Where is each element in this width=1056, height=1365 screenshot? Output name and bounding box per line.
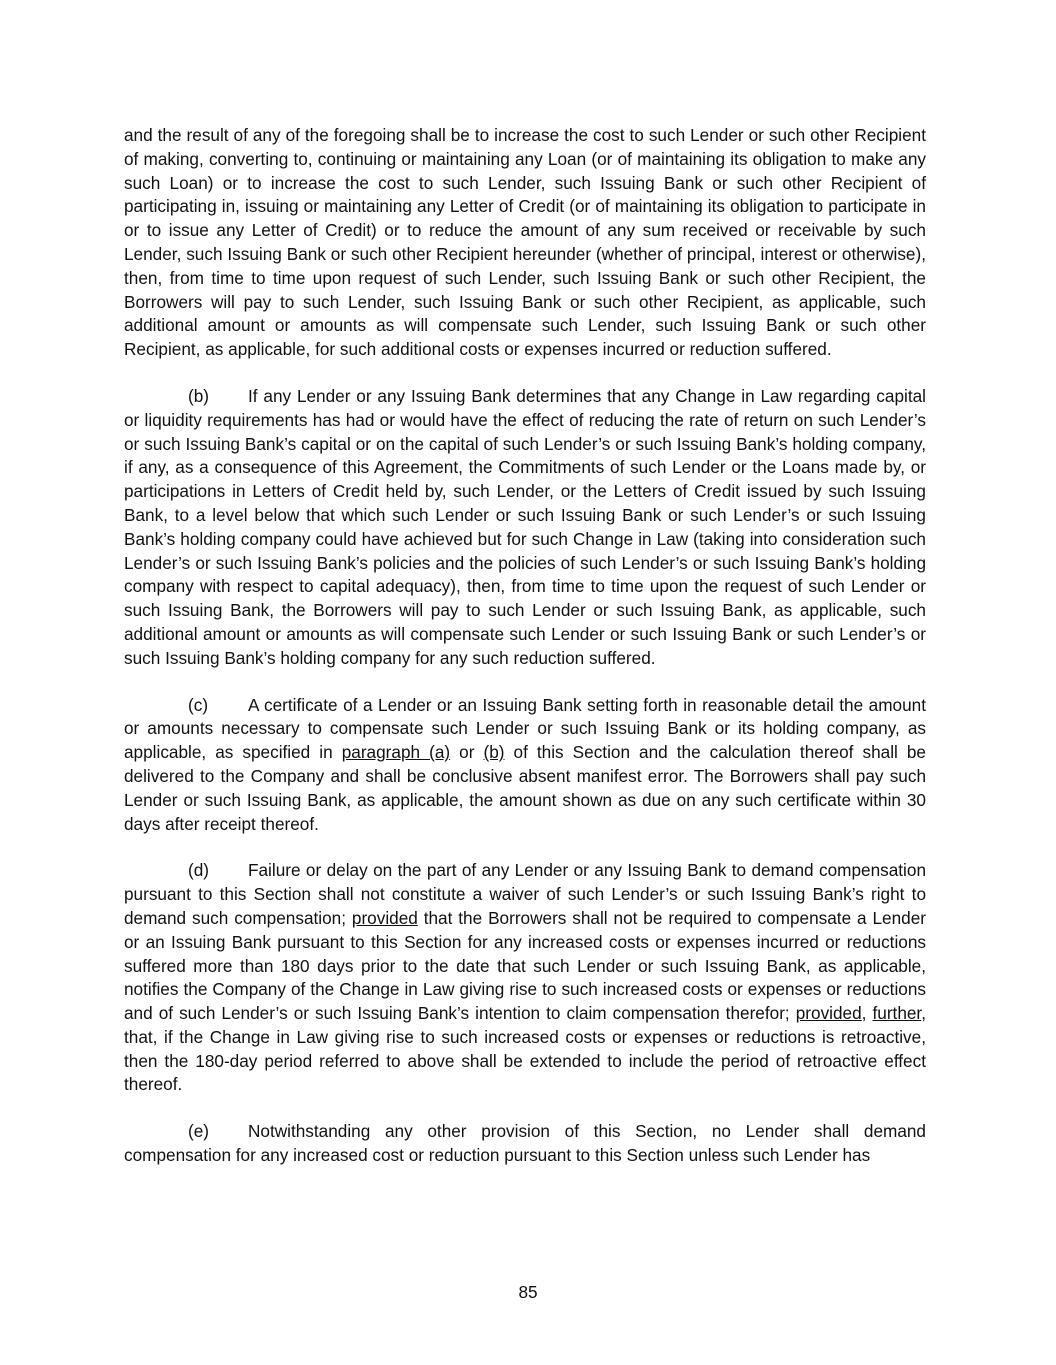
page-number: 85	[518, 1282, 538, 1302]
paragraph-b-label: (b)	[188, 385, 210, 406]
paragraph-intro-text: and the result of any of the foregoing shall be to increase the cost to such Lender or such other Recipient of making, converting to, continuing or maintaining any Loan (or of maintaining its obligation to make any such Loan) or to increase the cost to such Lender, such Issuing Bank or such other Recipient of participating in, issuing or maintaining any Letter of Credit (or of maintaining its obligation to participate in or to issue any Letter of Credit) or to reduce the amount of any sum received or receivable by such Lender, such Issuing Bank or such other Recipient hereunder (whether of principal, interest or otherwise), then, from time to time upon request of such Lender, such Issuing Bank or such other Recipient, the Borrowers will pay to such Lender, such Issuing Bank or such other Recipient, as applicable, such additional amount or amounts as will compensate such Lender, such Issuing Bank or such other Recipient, as applicable, for such additional costs or expenses incurred or reduction suffered.	[124, 125, 926, 360]
paragraph-e	[124, 1120, 926, 1168]
paragraph-intro	[124, 124, 926, 362]
paragraph-d-text-3: ,	[861, 1003, 873, 1024]
provided-term: provided	[351, 907, 418, 928]
paragraph-d-text-4: , that, if the Change in Law giving rise to such increased costs or expenses or reductions is retroactive, then the 180-day period referred to above shall be extended to include the period of retroactive effect thereof.	[124, 1003, 926, 1095]
document-page	[124, 124, 926, 1191]
paragraph-e-text: Notwithstanding any other provision of this Section, no Lender shall demand compensation for any increased cost or reduction pursuant to this Section unless such Lender has	[124, 1121, 926, 1166]
paragraph-c-text-3: of this Section and the calculation thereof shall be delivered to the Company and shall be conclusive absent manifest error. The Borrowers shall pay such Lender or such Issuing Bank, as applicable, the amount shown as due on any such certificate within 30 days after receipt thereof.	[124, 742, 926, 834]
paragraph-c	[124, 694, 926, 837]
paragraph-e-label: (e)	[188, 1121, 210, 1142]
paragraph-d-label: (d)	[188, 860, 210, 881]
paragraph-d-text-1: Failure or delay on the part of any Lender or any Issuing Bank to demand compensation pursuant to this Section shall not constitute a waiver of such Lender’s or such Issuing Bank’s right to demand such compensation;	[124, 860, 926, 928]
paragraph-c-text-2: or	[450, 742, 484, 763]
paragraph-b-reference: (b)	[483, 742, 505, 763]
paragraph-b-text: If any Lender or any Issuing Bank determines that any Change in Law regarding capital or liquidity requirements has had or would have the effect of reducing the rate of return on such Lender’s or such Issuing Bank’s capital or on the capital of such Lender’s or such Issuing Bank’s holding company, if any, as a consequence of this Agreement, the Commitments of such Lender or the Loans made by, or participations in Letters of Credit held by, such Lender, or the Letters of Credit issued by such Issuing Bank, to a level below that which such Lender or such Issuing Bank or such Lender’s or such Issuing Bank’s holding company could have achieved but for such Change in Law (taking into consideration such Lender’s or such Issuing Bank’s policies and the policies of such Lender’s or such Issuing Bank’s holding company with respect to capital adequacy), then, from time to time upon the request of such Lender or such Issuing Bank, the Borrowers will pay to such Lender or such Issuing Bank, as applicable, such additional amount or amounts as will compensate such Lender or such Issuing Bank or such Lender’s or such Issuing Bank’s holding company for any such reduction suffered.	[124, 385, 926, 668]
paragraph-a-reference: paragraph (a)	[341, 742, 451, 763]
paragraph-b	[124, 385, 926, 671]
paragraph-c-text-1: A certificate of a Lender or an Issuing Bank setting forth in reasonable detail the amount or amounts necessary to compensate such Lender or such Issuing Bank or its holding company, as applicable, as specified in	[124, 694, 926, 763]
paragraph-c-label: (c)	[188, 694, 209, 715]
paragraph-d-text-2: that the Borrowers shall not be required to compensate a Lender or an Issuing Bank pursuant to this Section for any increased costs or expenses incurred or reductions suffered more than 180 days prior to the date that such Lender or such Issuing Bank, as applicable, notifies the Company of the Change in Law giving rise to such increased costs or expenses or reductions and of such Lender’s or such Issuing Bank’s intention to claim compensation therefor;	[124, 907, 926, 1024]
further-term: further	[872, 1003, 922, 1024]
provided-term-2: provided	[795, 1003, 862, 1024]
paragraph-d	[124, 859, 926, 1097]
